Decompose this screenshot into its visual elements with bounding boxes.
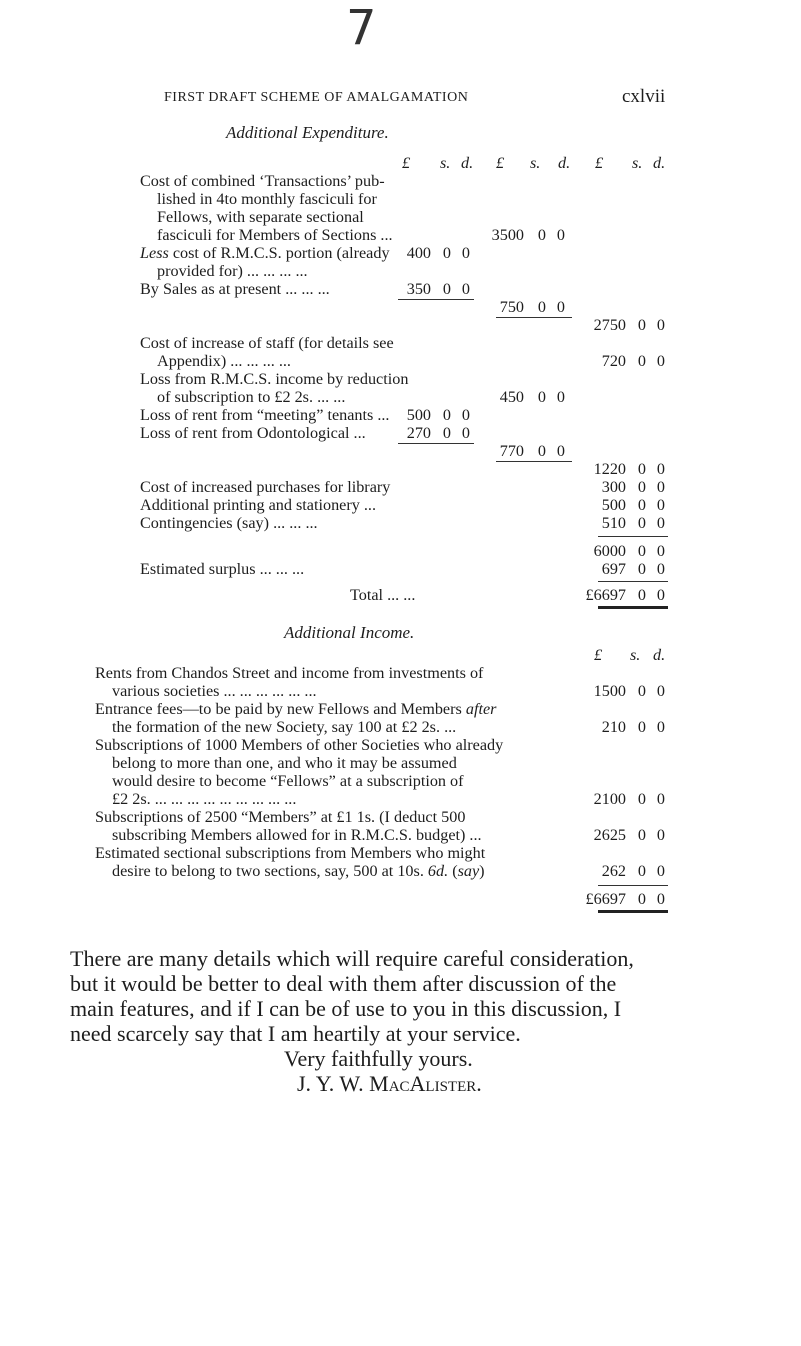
amt-less-shillings: 0 [442,244,451,262]
running-header: FIRST DRAFT SCHEME OF AMALGAMATION [164,90,469,105]
amt-odont-shillings: 0 [442,424,451,442]
inc-col-head-shillings: s. [630,646,641,664]
inc-label-subs-3: would desire to become “Fellows” at a subscription of [112,772,464,790]
inc-col-head-pence: d. [653,646,666,664]
amt-sub2-pence: 0 [556,442,565,460]
less-word: Less [140,244,169,262]
amt-total-shillings: 0 [637,586,646,604]
col-head-pence-1: d. [461,154,474,172]
amt-net2-pounds: 1220 [593,460,626,478]
inc-label-members-1: Subscriptions of 2500 “Members” at £1 1s. (I deduct 500 [95,808,466,826]
amt-less-pounds: 400 [406,244,431,262]
inc-label-members-2: subscribing Members allowed for in R.M.C.S. budget) ... [112,826,482,844]
inc-rents-pence: 0 [656,682,665,700]
inc-rents-pounds: 1500 [593,682,626,700]
exp-label-fasciculi-4: fasciculi for Members of Sections ... [157,226,393,244]
amt-net1-pounds: 2750 [593,316,626,334]
amt-contingencies-pounds: 510 [601,514,626,532]
rule-net2 [496,461,572,462]
exp-label-fasciculi-1: Cost of combined ‘Transactions’ pub- [140,172,385,190]
exp-label-fasciculi-3: Fellows, with separate sectional [157,208,364,226]
inc-members-pence: 0 [656,826,665,844]
exp-label-staff-1: Cost of increase of staff (for details see [140,334,394,352]
amt-staff-pounds: 720 [601,352,626,370]
inc-subs-pence: 0 [656,790,665,808]
page-number: cxlvii [622,86,666,107]
amt-staff-pence: 0 [656,352,665,370]
rule-net1 [496,317,572,318]
rule-total-bottom [598,606,668,609]
inc-label-rents-2: various societies ... ... ... ... ... ... [112,682,317,700]
amt-staff-shillings: 0 [637,352,646,370]
col-head-pounds-3: £ [595,154,604,172]
inc-label-subs-1: Subscriptions of 1000 Members of other Societies who already [95,736,504,754]
col-head-pence-2: d. [558,154,571,172]
amt-sales-shillings: 0 [442,280,451,298]
rule-sub2 [398,443,474,444]
inc-label-rents-1: Rents from Chandos Street and income from investments of [95,664,484,682]
rule-total-top [598,581,668,582]
exp-label-loss-2: of subscription to £2 2s. ... ... [157,388,346,406]
letter-line-3: main features, and if I can be of use to you in this discussion, I [70,996,622,1021]
rule-subtotal [598,536,668,537]
inc-label-entrance-2: the formation of the new Society, say 100 at £2 2s. ... [112,718,457,736]
inc-col-head-pounds: £ [594,646,603,664]
amt-sales-pence: 0 [461,280,470,298]
exp-label-staff-2: Appendix) ... ... ... ... [157,352,291,370]
inc-sectional-shillings: 0 [637,862,646,880]
exp-label-less-2: provided for) ... ... ... ... [157,262,308,280]
sectional-text: desire to belong to two sections, say, 500 at 10s. [112,862,428,880]
letter-line-2: but it would be better to deal with them after discussion of the [70,971,617,996]
amt-surplus-pounds: 697 [601,560,626,578]
amt-meeting-pence: 0 [461,406,470,424]
amt-subtotal-shillings: 0 [637,542,646,560]
amt-sub1-shillings: 0 [537,298,546,316]
exp-label-loss-1: Loss from R.M.C.S. income by reduction [140,370,409,388]
amt-sub2-pounds: 770 [499,442,524,460]
sectional-paren-close: ) [479,862,485,880]
exp-label-contingencies: Contingencies (say) ... ... ... [140,514,318,532]
amt-surplus-pence: 0 [656,560,665,578]
letter-closing: Very faithfully yours. [284,1046,473,1071]
entrance-after: after [465,700,497,718]
sectional-say: say [457,862,480,880]
handwritten-page-mark: 7 [346,0,377,56]
entrance-text: Entrance fees—to be paid by new Fellows and Members [95,700,466,718]
amt-net1-pence: 0 [656,316,665,334]
amt-meeting-pounds: 500 [406,406,431,424]
amt-total-pence: 0 [656,586,665,604]
exp-label-printing: Additional printing and stationery ... [140,496,377,514]
sectional-paren-open: ( [448,862,458,880]
inc-rule-total-top [598,885,668,886]
amt-net2-shillings: 0 [637,460,646,478]
sectional-pence: 6d. [427,862,449,880]
inc-label-entrance-1 [95,700,496,719]
income-title: Additional Income. [284,623,415,642]
inc-sectional-pence: 0 [656,862,665,880]
less-text: cost of R.M.C.S. portion (already [168,244,390,262]
inc-total-pence: 0 [656,890,665,908]
letter-line-4: need scarcely say that I am heartily at your service. [70,1021,521,1046]
inc-members-pounds: 2625 [593,826,626,844]
amt-printing-pence: 0 [656,496,665,514]
amt-odont-pence: 0 [461,424,470,442]
rule-sub1 [398,299,474,300]
amt-loss-pence: 0 [556,388,565,406]
inc-rents-shillings: 0 [637,682,646,700]
amt-fasc-pence: 0 [556,226,565,244]
col-head-shillings-2: s. [530,154,541,172]
amt-loss-shillings: 0 [537,388,546,406]
amt-subtotal-pounds: 6000 [593,542,626,560]
amt-fasc-shillings: 0 [537,226,546,244]
exp-label-surplus: Estimated surplus ... ... ... [140,560,305,578]
col-head-shillings-1: s. [440,154,451,172]
inc-entrance-pence: 0 [656,718,665,736]
expenditure-title: Additional Expenditure. [226,123,389,142]
amt-meeting-shillings: 0 [442,406,451,424]
amt-library-pounds: 300 [601,478,626,496]
amt-contingencies-pence: 0 [656,514,665,532]
exp-label-less-1 [140,244,390,263]
inc-sectional-pounds: 262 [601,862,626,880]
amt-less-pence: 0 [461,244,470,262]
col-head-pounds-1: £ [402,154,411,172]
exp-label-fasciculi-2: lished in 4to monthly fasciculi for [157,190,377,208]
inc-label-sectional-1: Estimated sectional subscriptions from Members who might [95,844,486,862]
inc-entrance-pounds: 210 [601,718,626,736]
amt-library-shillings: 0 [637,478,646,496]
amt-printing-pounds: 500 [601,496,626,514]
amt-net1-shillings: 0 [637,316,646,334]
inc-subs-pounds: 2100 [593,790,626,808]
amt-subtotal-pence: 0 [656,542,665,560]
inc-rule-total-bottom [598,910,668,913]
amt-contingencies-shillings: 0 [637,514,646,532]
inc-entrance-shillings: 0 [637,718,646,736]
amt-odont-pounds: 270 [406,424,431,442]
amt-surplus-shillings: 0 [637,560,646,578]
inc-total-shillings: 0 [637,890,646,908]
exp-label-odontological: Loss of rent from Odontological ... [140,424,366,442]
amt-sales-pounds: 350 [406,280,431,298]
exp-label-sales: By Sales as at present ... ... ... [140,280,330,298]
amt-sub1-pence: 0 [556,298,565,316]
inc-members-shillings: 0 [637,826,646,844]
amt-total-pounds: £6697 [585,586,626,604]
inc-subs-shillings: 0 [637,790,646,808]
inc-label-sectional-2 [112,862,485,881]
amt-fasc-pounds: 3500 [491,226,524,244]
inc-label-subs-2: belong to more than one, and who it may be assumed [112,754,457,772]
amt-net2-pence: 0 [656,460,665,478]
letter-line-1: There are many details which will require careful consideration, [70,946,634,971]
inc-total-pounds: £6697 [585,890,626,908]
amt-loss-pounds: 450 [499,388,524,406]
inc-label-subs-4: £2 2s. ... ... ... ... ... ... ... ... ... [112,790,297,808]
exp-label-meeting: Loss of rent from “meeting” tenants ... [140,406,390,424]
col-head-shillings-3: s. [632,154,643,172]
exp-label-library: Cost of increased purchases for library [140,478,391,496]
col-head-pounds-2: £ [496,154,505,172]
amt-sub1-pounds: 750 [499,298,524,316]
amt-library-pence: 0 [656,478,665,496]
exp-label-total: Total ... ... [350,586,416,604]
amt-printing-shillings: 0 [637,496,646,514]
col-head-pence-3: d. [653,154,666,172]
amt-sub2-shillings: 0 [537,442,546,460]
letter-signature: J. Y. W. MacAlister. [297,1071,482,1096]
